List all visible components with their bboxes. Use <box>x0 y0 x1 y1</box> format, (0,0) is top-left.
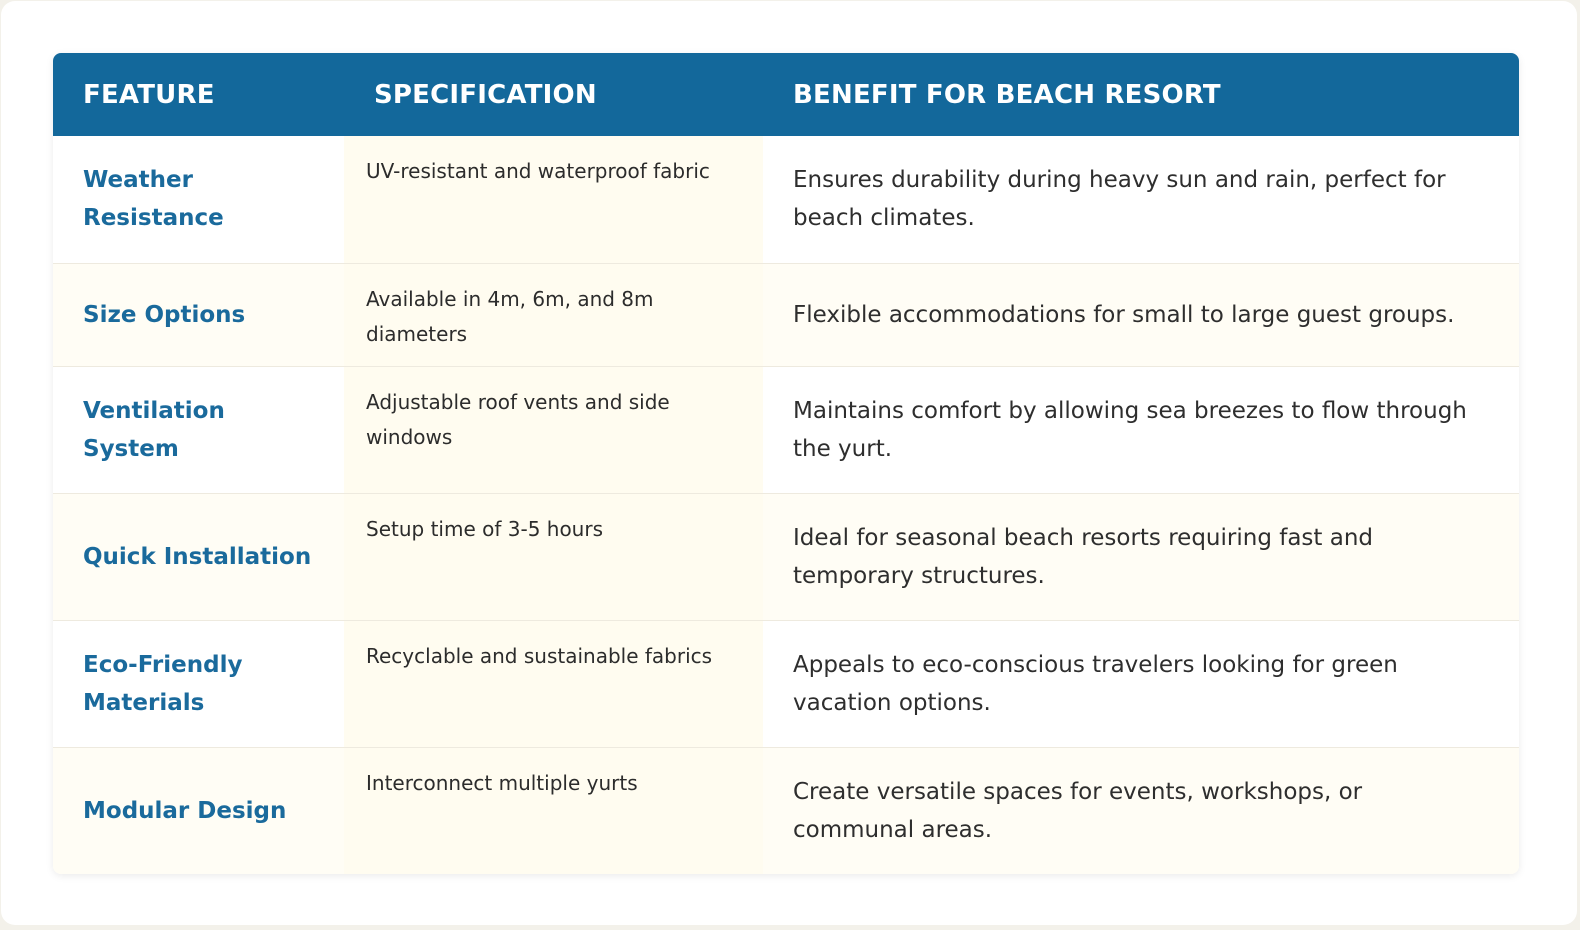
page-card <box>1 1 1577 925</box>
table-row <box>53 620 1519 747</box>
table-row <box>53 136 1519 263</box>
table-row <box>53 747 1519 874</box>
feature-cell: Size Options <box>83 301 246 328</box>
features-table <box>53 53 1519 874</box>
benefit-cell: Maintains comfort by allowing sea breezes to flow through the yurt. <box>793 397 1467 462</box>
specification-cell: Setup time of 3-5 hours <box>344 493 763 620</box>
benefit-cell: Ideal for seasonal beach resorts requiring fast and temporary structures. <box>793 524 1373 589</box>
specification-cell: Interconnect multiple yurts <box>344 747 763 874</box>
benefit-cell: Flexible accommodations for small to large guest groups. <box>793 301 1455 328</box>
feature-cell: Eco-Friendly Materials <box>83 651 243 716</box>
table-row <box>53 263 1519 366</box>
feature-cell: Quick Installation <box>83 543 312 570</box>
table-row <box>53 366 1519 493</box>
feature-cell: Weather Resistance <box>83 167 224 232</box>
table-header-row <box>53 53 1519 136</box>
features-table-container <box>53 53 1519 874</box>
specification-cell: Recyclable and sustainable fabrics <box>344 620 763 747</box>
header-feature: FEATURE <box>83 79 215 110</box>
header-specification: SPECIFICATION <box>374 79 597 110</box>
benefit-cell: Create versatile spaces for events, workshops, or communal areas. <box>793 778 1363 843</box>
table-row <box>53 493 1519 620</box>
benefit-cell: Appeals to eco-conscious travelers looking for green vacation options. <box>793 651 1398 716</box>
specification-cell: Adjustable roof vents and side windows <box>344 366 763 493</box>
benefit-cell: Ensures durability during heavy sun and rain, perfect for beach climates. <box>793 167 1446 232</box>
header-benefit: BENEFIT FOR BEACH RESORT <box>793 79 1221 110</box>
specification-cell: UV-resistant and waterproof fabric <box>344 136 763 263</box>
feature-cell: Modular Design <box>83 797 287 824</box>
feature-cell: Ventilation System <box>83 397 225 462</box>
specification-cell: Available in 4m, 6m, and 8m diameters <box>344 263 763 366</box>
